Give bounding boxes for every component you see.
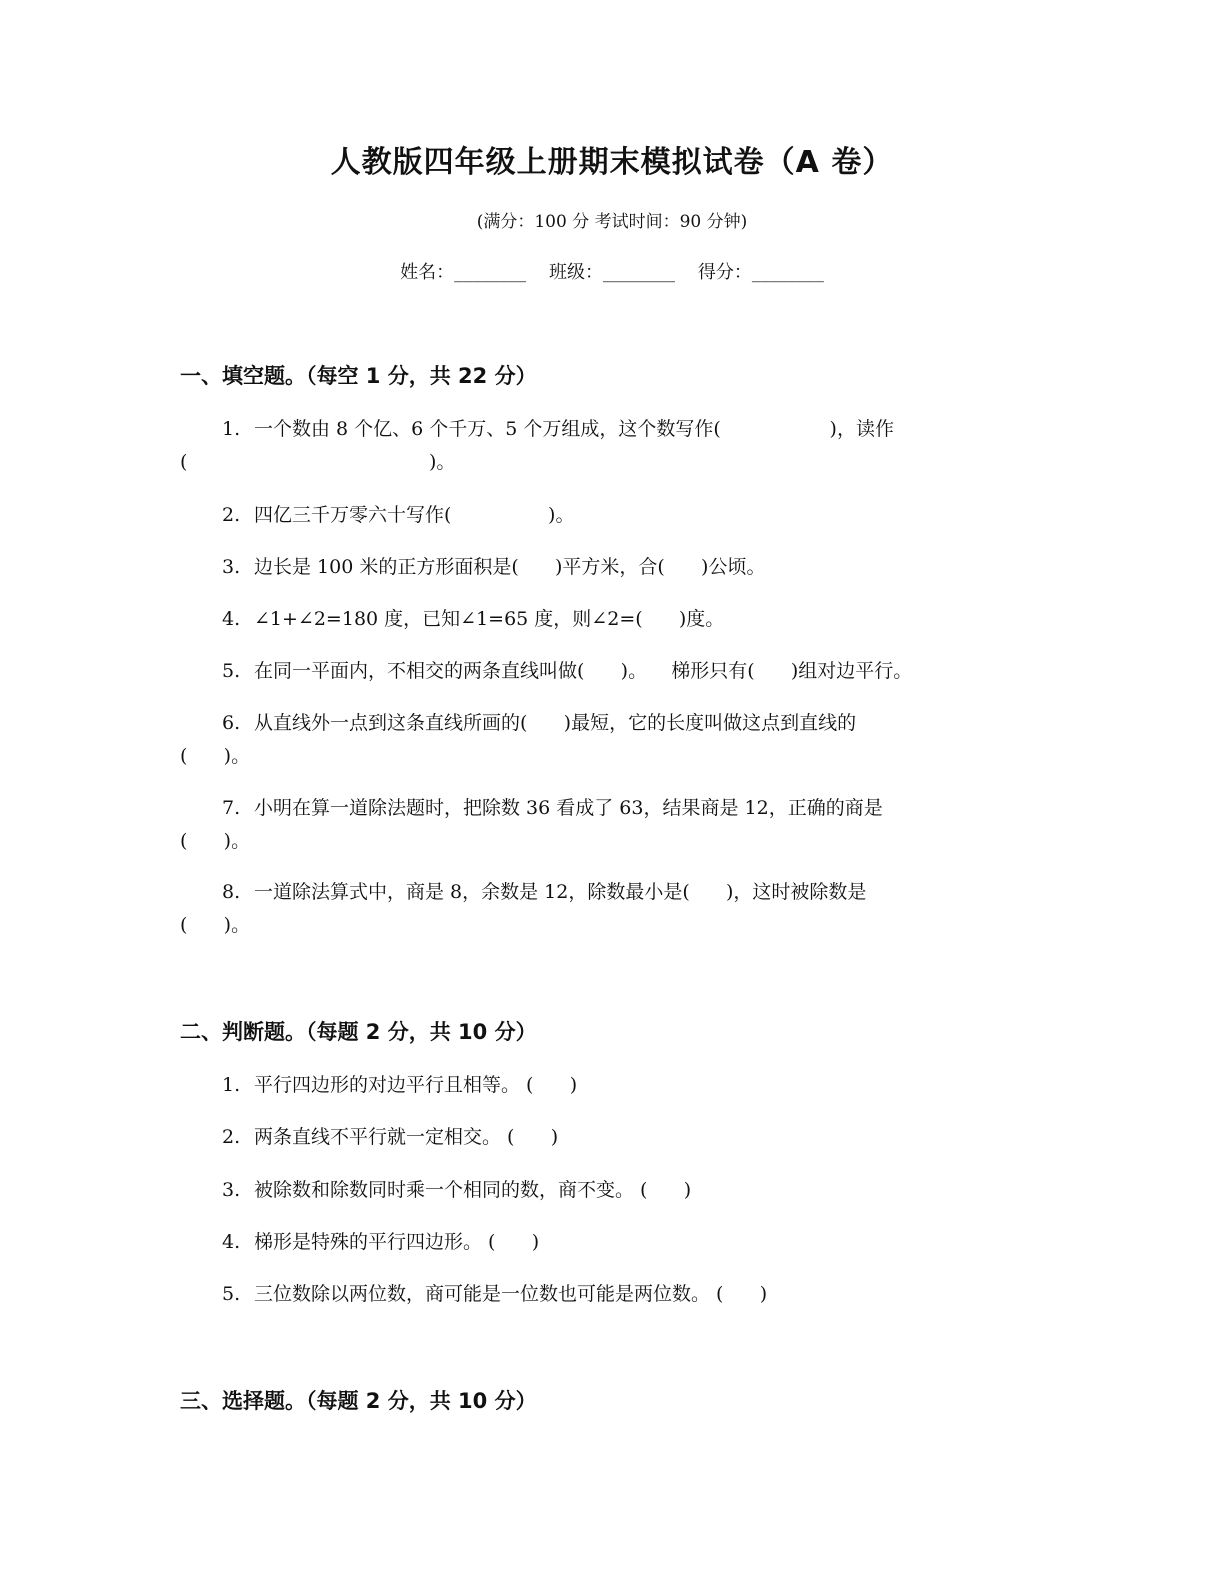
question-item <box>180 1069 1040 1102</box>
question-text: 从直线外一点到这条直线所画的( )最短，它的长度叫做这点到直线的 <box>254 712 857 734</box>
question-text: 一道除法算式中，商是 8，余数是 12，除数最小是( )，这时被除数是 <box>254 881 867 903</box>
question-text-continued: ( )。 <box>180 451 456 473</box>
question-text-continued: ( )。 <box>180 745 251 767</box>
exam-subtitle: (满分：100 分 考试时间：90 分钟) <box>476 212 748 232</box>
question-item <box>180 655 1040 688</box>
question-number: 3. <box>222 1179 241 1201</box>
question-text: 梯形是特殊的平行四边形。 ( ) <box>254 1231 540 1253</box>
question-text-continued: ( )。 <box>180 914 251 936</box>
question-item <box>180 1121 1040 1154</box>
question-text: 边长是 100 米的正方形面积是( )平方米，合( )公顷。 <box>254 556 766 578</box>
question-number: 5. <box>222 1283 241 1305</box>
exam-title: 人教版四年级上册期末模拟试卷（A 卷） <box>330 145 894 180</box>
question-item <box>180 551 1040 584</box>
question-number: 2. <box>222 504 241 526</box>
student-info-line: 姓名：________ 班级：________ 得分：________ <box>400 262 824 283</box>
question-text: ∠1+∠2=180 度，已知∠1=65 度，则∠2=( )度。 <box>254 608 725 630</box>
question-number: 3. <box>222 556 241 578</box>
question-text: 被除数和除数同时乘一个相同的数，商不变。 ( ) <box>254 1179 692 1201</box>
question-item <box>180 1174 1040 1207</box>
section-heading-true-false: 二、判断题。（每题 2 分，共 10 分） <box>180 1020 537 1044</box>
question-item <box>180 499 1040 532</box>
question-item <box>180 1278 1040 1311</box>
question-text: 在同一平面内，不相交的两条直线叫做( )。 梯形只有( )组对边平行。 <box>254 660 913 682</box>
question-number: 2. <box>222 1126 241 1148</box>
question-item <box>180 603 1040 636</box>
question-text: 四亿三千万零六十写作( )。 <box>254 504 575 526</box>
question-number: 5. <box>222 660 241 682</box>
question-number: 4. <box>222 1231 241 1253</box>
question-text-continued: ( )。 <box>180 830 251 852</box>
question-text: 两条直线不平行就一定相交。 ( ) <box>254 1126 559 1148</box>
question-text: 一个数由 8 个亿、6 个千万、5 个万组成，这个数写作( )，读作 <box>254 418 894 440</box>
question-item <box>180 413 1040 479</box>
question-text: 三位数除以两位数，商可能是一位数也可能是两位数。 ( ) <box>254 1283 768 1305</box>
section-heading-multiple-choice: 三、选择题。（每题 2 分，共 10 分） <box>180 1389 537 1413</box>
question-number: 7. <box>222 797 241 819</box>
question-number: 1. <box>222 418 241 440</box>
question-item <box>180 707 1040 773</box>
question-item <box>180 876 1040 942</box>
question-number: 6. <box>222 712 241 734</box>
question-text: 平行四边形的对边平行且相等。 ( ) <box>254 1074 578 1096</box>
question-text: 小明在算一道除法题时，把除数 36 看成了 63，结果商是 12，正确的商是 <box>254 797 883 819</box>
question-number: 1. <box>222 1074 241 1096</box>
question-item <box>180 792 1040 858</box>
question-item <box>180 1226 1040 1259</box>
question-number: 8. <box>222 881 241 903</box>
section-heading-fill-blank: 一、填空题。（每空 1 分，共 22 分） <box>180 364 537 388</box>
question-number: 4. <box>222 608 241 630</box>
